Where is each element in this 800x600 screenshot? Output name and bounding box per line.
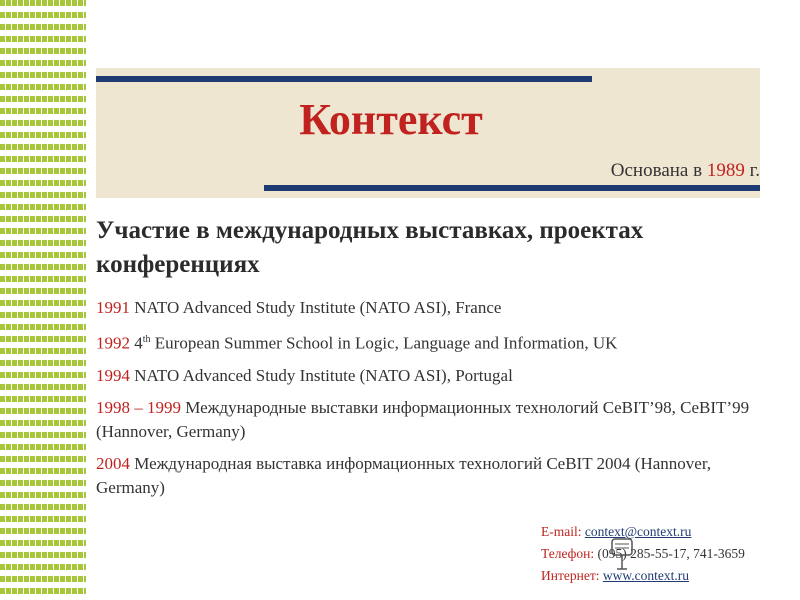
phone-line xyxy=(541,543,745,565)
event-item xyxy=(96,364,776,388)
event-year: 1991 xyxy=(96,298,130,317)
event-text: European Summer School in Logic, Language and Information, UK xyxy=(154,333,618,353)
web-label: Интернет: xyxy=(541,568,600,583)
event-year: 1992 xyxy=(96,333,130,353)
event-year: 1994 xyxy=(96,365,130,385)
founded-suffix: г. xyxy=(749,160,760,181)
event-item xyxy=(96,452,776,500)
section-title: Участие в международных выставках, проектах конференциях xyxy=(96,217,644,278)
event-year: 1998 – 1999 xyxy=(96,397,181,417)
founded-prefix: Основана в xyxy=(610,160,703,181)
founded-line xyxy=(611,160,760,182)
company-title: Контекст xyxy=(299,95,483,144)
event-item xyxy=(96,328,776,356)
decorative-stripes xyxy=(0,0,86,600)
phone-value: (095) 285-55-17, 741-3659 xyxy=(597,546,745,561)
event-item xyxy=(96,396,776,444)
email-line xyxy=(541,521,745,543)
event-item xyxy=(96,296,776,320)
event-text: NATO Advanced Study Institute (NATO ASI), France xyxy=(134,298,502,317)
header-bottom-rule xyxy=(264,185,760,191)
founded-year: 1989 xyxy=(706,160,745,181)
event-text-superscript: th xyxy=(142,334,151,345)
phone-label: Телефон: xyxy=(541,546,595,561)
contact-block xyxy=(541,521,745,587)
event-year: 2004 xyxy=(96,453,130,473)
website-link[interactable]: www.context.ru xyxy=(602,568,689,583)
event-text: NATO Advanced Study Institute (NATO ASI), Portugal xyxy=(134,365,513,385)
web-line xyxy=(541,565,745,587)
mailbox-icon xyxy=(609,537,637,571)
email-link[interactable]: context@context.ru xyxy=(584,524,692,539)
email-label: E-mail: xyxy=(541,524,582,539)
event-text: Международные выставки информационных технологий CeBIT’98, CeBIT’99 (Hannover, Germany) xyxy=(96,397,750,441)
event-text-ordinal: 4 xyxy=(134,333,143,353)
events-list xyxy=(96,296,776,508)
event-text: Международная выставка информационных технологий CeBIT 2004 (Hannover, Germany) xyxy=(96,453,712,497)
header-top-rule xyxy=(96,76,592,82)
